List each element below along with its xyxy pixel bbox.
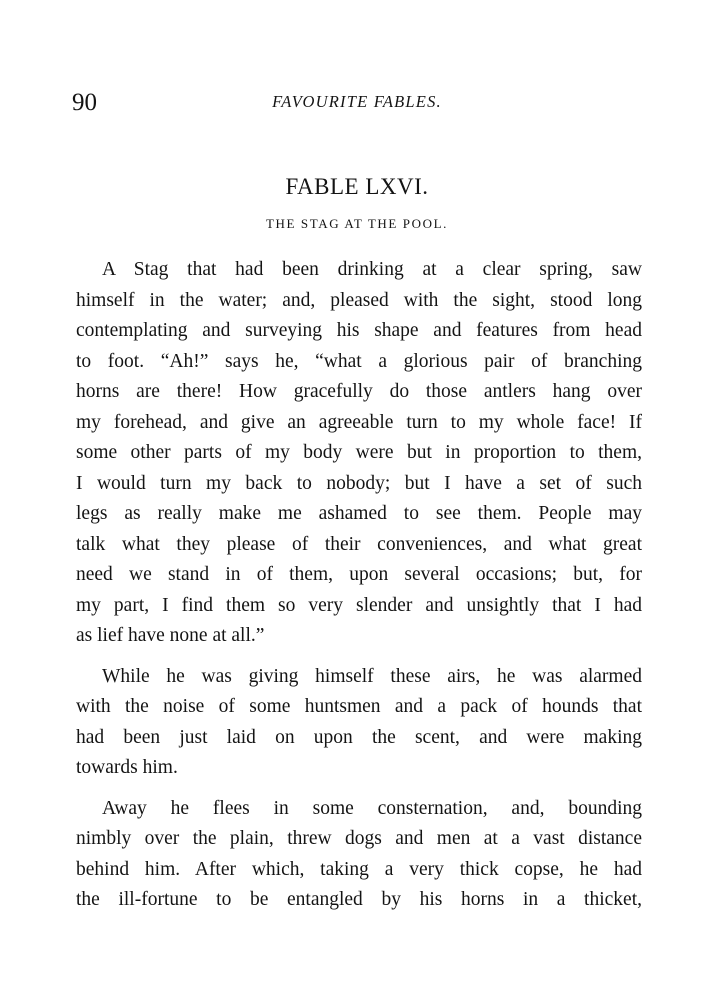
text-line: talk what they please of their conveniences, and what great [76,533,642,555]
text-line: legs as really make me ashamed to see them. People may [76,503,642,524]
text-line: I would turn my back to nobody; but I have a set of such [76,472,642,494]
text-line: had been just laid on upon the scent, and were making [76,726,642,748]
text-line: my forehead, and give an agreeable turn to my whole face! If [76,411,642,433]
text-line: to foot. “Ah!” says he, “what a glorious pair of branching [76,350,642,372]
text-line: as lief have none at all.” [76,625,265,646]
paragraph-1 [76,255,642,652]
text-line: my part, I find them so very slender and unsightly that I had [76,594,642,616]
text-line: nimbly over the plain, threw dogs and men at a vast distance [76,828,642,849]
running-head [72,88,642,118]
text-line: towards him. [76,757,178,778]
text-line: While he was giving himself these airs, he was alarmed [102,665,642,687]
fable-body-text [76,255,642,916]
text-line: Away he flees in some consternation, and, bounding [102,797,642,819]
fable-title: THE STAG AT THE POOL. [266,216,448,231]
page-number: 90 [72,89,97,116]
text-line: need we stand in of them, upon several occasions; but, for [76,564,642,585]
text-line: contemplating and surveying his shape and features from head [76,320,642,341]
text-line: the ill-fortune to be entangled by his horns in a thicket, [76,889,642,910]
text-line: with the noise of some huntsmen and a pack of hounds that [76,696,642,717]
text-line: some other parts of my body were but in proportion to them, [76,442,642,463]
paragraph-3 [76,794,642,916]
text-line: behind him. After which, taking a very thick copse, he had [76,858,642,880]
text-line: A Stag that had been drinking at a clear spring, saw [102,259,642,280]
text-line: horns are there! How gracefully do those antlers hang over [76,381,642,402]
text-line: himself in the water; and, pleased with the sight, stood long [76,289,642,311]
running-title: FAVOURITE FABLES. [272,92,442,111]
fable-number-heading: FABLE LXVI. [285,174,429,199]
paragraph-2 [76,662,642,784]
